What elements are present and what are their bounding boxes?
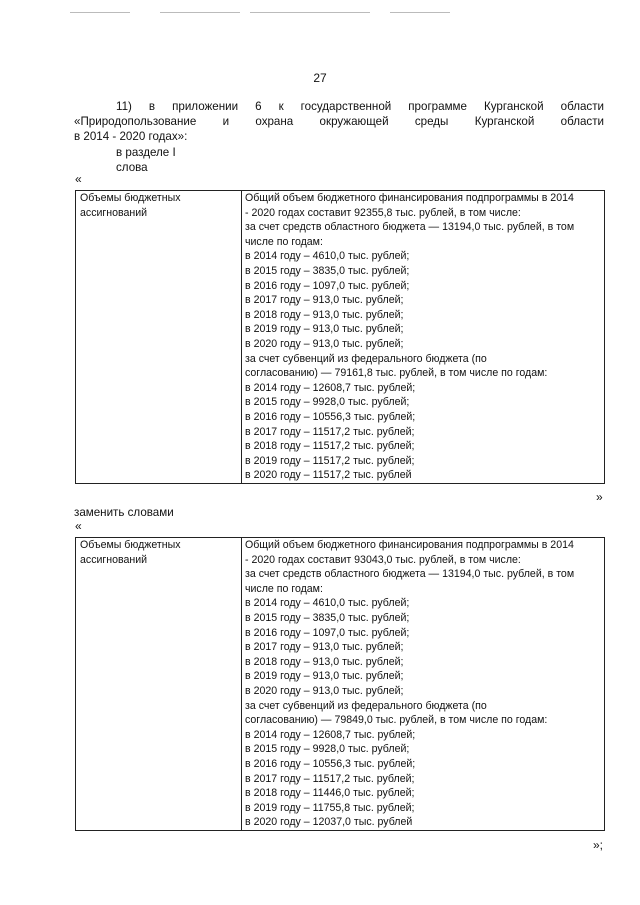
value-line: за счет средств областного бюджета — 13194,0 тыс. рублей, в том: [245, 568, 575, 581]
value-line: за счет субвенций из федерального бюджета (по: [245, 352, 487, 365]
value-line: согласованию) — 79161,8 тыс. рублей, в том числе по годам:: [245, 367, 548, 380]
value-line: в 2016 году – 1097,0 тыс. рублей;: [245, 626, 410, 639]
open-quote: «: [75, 519, 82, 533]
close-quote: »: [596, 490, 603, 504]
value-line: в 2014 году – 4610,0 тыс. рублей;: [245, 597, 410, 610]
intro-line-1: 11) в приложении 6 к государственной программе Курганской области: [116, 100, 604, 113]
open-quote: «: [75, 172, 82, 186]
value-line: в 2020 году – 11517,2 тыс. рублей: [245, 469, 412, 482]
value-line: в 2017 году – 913,0 тыс. рублей;: [245, 641, 404, 654]
value-line: за счет субвенций из федерального бюджета (по: [245, 699, 487, 712]
words-label: слова: [116, 160, 148, 174]
value-line: в 2020 году – 913,0 тыс. рублей;: [245, 337, 404, 350]
value-line: в 2018 году – 11517,2 тыс. рублей;: [245, 440, 415, 453]
value-line: в 2018 году – 913,0 тыс. рублей;: [245, 655, 404, 668]
label-cell: Объемы бюджетных ассигнований: [76, 191, 242, 484]
page-number: 27: [313, 71, 327, 85]
replace-label: заменить словами: [74, 506, 174, 519]
close-quote-semicolon: »;: [593, 838, 604, 852]
budget-table-old: [75, 190, 605, 484]
value-line: в 2016 году – 10556,3 тыс. рублей;: [245, 410, 416, 423]
value-line: - 2020 годах составит 93043,0 тыс. рублей, в том числе:: [245, 553, 521, 566]
value-line: в 2015 году – 9928,0 тыс. рублей;: [245, 743, 410, 756]
value-line: в 2019 году – 913,0 тыс. рублей;: [245, 670, 404, 683]
label-cell: Объемы бюджетных ассигнований: [76, 538, 242, 831]
table-row: [76, 538, 605, 831]
intro-text: [74, 99, 604, 175]
value-line: в 2018 году – 913,0 тыс. рублей;: [245, 308, 404, 321]
value-line: в 2016 году – 10556,3 тыс. рублей;: [245, 757, 416, 770]
table-row: [76, 191, 605, 484]
value-line: в 2015 году – 9928,0 тыс. рублей;: [245, 396, 410, 409]
value-line: за счет средств областного бюджета — 13194,0 тыс. рублей, в том: [245, 221, 575, 234]
value-line: числе по годам:: [245, 582, 323, 595]
scan-artifact: [70, 12, 130, 13]
intro-line-3: в 2014 - 2020 годах»:: [74, 130, 188, 144]
value-line: - 2020 годах составит 92355,8 тыс. рублей, в том числе:: [245, 206, 521, 219]
value-line: в 2020 году – 12037,0 тыс. рублей: [245, 816, 413, 829]
intro-line-2: «Природопользование и охрана окружающей среды Курганской области: [74, 115, 604, 129]
value-line: в 2014 году – 4610,0 тыс. рублей;: [245, 250, 410, 263]
value-cell: [242, 538, 605, 831]
value-line: в 2014 году – 12608,7 тыс. рублей;: [245, 728, 416, 741]
value-line: в 2015 году – 3835,0 тыс. рублей;: [245, 264, 410, 277]
value-line: в 2019 году – 11755,8 тыс. рублей;: [245, 801, 415, 814]
value-line: в 2019 году – 11517,2 тыс. рублей;: [245, 454, 415, 467]
value-line: в 2020 году – 913,0 тыс. рублей;: [245, 684, 404, 697]
value-line: в 2019 году – 913,0 тыс. рублей;: [245, 323, 404, 336]
value-line: в 2016 году – 1097,0 тыс. рублей;: [245, 279, 410, 292]
value-line: числе по годам:: [245, 235, 323, 248]
value-line: Общий объем бюджетного финансирования подпрограммы в 2014: [245, 192, 574, 204]
value-line: Общий объем бюджетного финансирования подпрограммы в 2014: [245, 539, 574, 551]
value-line: в 2018 году – 11446,0 тыс. рублей;: [245, 787, 415, 800]
budget-table-new: [75, 537, 605, 831]
value-line: в 2017 году – 11517,2 тыс. рублей;: [245, 425, 415, 438]
value-line: в 2017 году – 11517,2 тыс. рублей;: [245, 772, 415, 785]
value-line: в 2014 году – 12608,7 тыс. рублей;: [245, 381, 416, 394]
value-line: согласованию) — 79849,0 тыс. рублей, в том числе по годам:: [245, 714, 548, 727]
value-line: в 2017 году – 913,0 тыс. рублей;: [245, 294, 404, 307]
scan-artifact: [160, 12, 240, 13]
value-cell: [242, 191, 605, 484]
scan-artifact: [250, 12, 370, 13]
value-line: в 2015 году – 3835,0 тыс. рублей;: [245, 611, 410, 624]
section-reference: в разделе I: [116, 145, 176, 159]
scan-artifact: [390, 12, 450, 13]
